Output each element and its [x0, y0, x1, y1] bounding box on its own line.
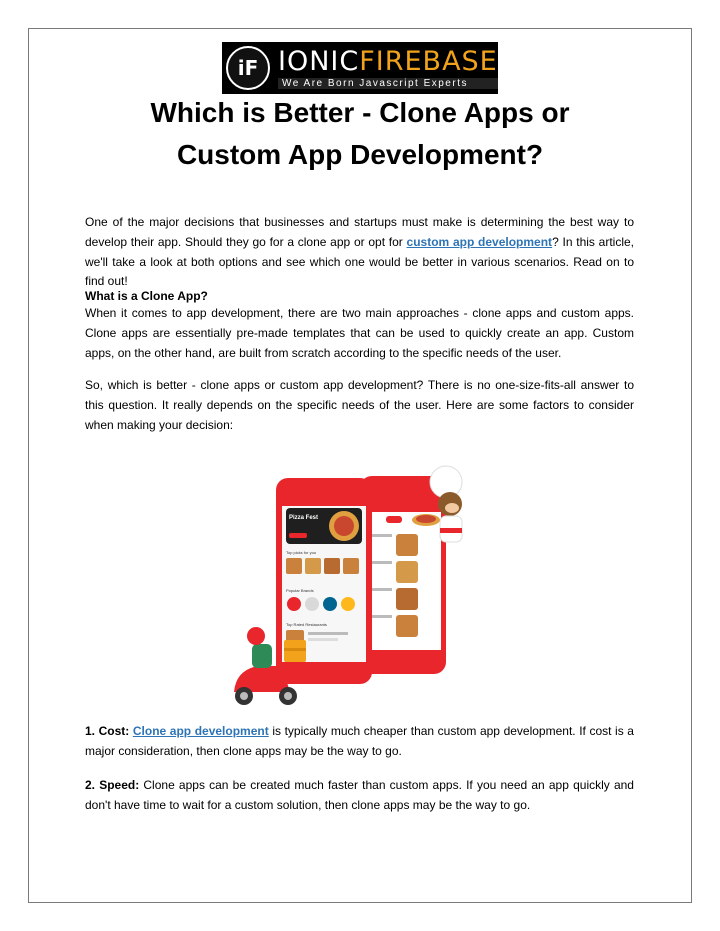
point-speed: [85, 776, 634, 816]
top-picks-label: Top picks for you: [286, 550, 317, 555]
point-speed-label: 2. Speed:: [85, 778, 140, 792]
custom-app-development-link[interactable]: custom app development: [406, 234, 553, 249]
logo-word-ionic: IONIC: [278, 46, 360, 77]
intro-text-end: ? In this article, we'll take a look at both options and see which one would be better in various scenarios. Read on to find out!: [85, 234, 634, 289]
top-rated-label: Top Rated Restaurants: [286, 622, 327, 627]
point-cost: [85, 722, 634, 762]
point-cost-text: is typically much cheaper than custom app development. If cost is a major consideration, then clone apps may be the way to go.: [85, 724, 634, 758]
title-line-2: Custom App Development?: [176, 139, 544, 170]
logo-word-firebase: FIREBASE: [359, 46, 498, 77]
factors-paragraph: So, which is better - clone apps or custom app development? There is no one-size-fits-all answer to this question. It really depends on the specific needs of the user. Here are some factors to consider when making your decision:: [85, 378, 634, 432]
logo-text: [278, 47, 498, 89]
intro-paragraph: [85, 213, 634, 292]
point-cost-label: 1. Cost:: [85, 724, 130, 738]
page-title: [60, 92, 660, 176]
point-speed-text: Clone apps can be created much faster than custom apps. If you need an app quickly and don't have time to wait for a custom solution, then clone apps may be the way to go.: [85, 778, 634, 812]
popular-brands-label: Popular Brands: [286, 588, 314, 593]
section-clone-app-body: When it comes to app development, there are two main approaches - clone apps and custom apps. Clone apps are essentially pre-made templates that can be used to quickly create an app. Custom apps, on the other hand, are built from scratch according to the specific needs of the user.: [85, 306, 634, 360]
ionic-firebase-logo[interactable]: [222, 42, 498, 94]
banner-title: Pizza Fest: [289, 515, 319, 521]
section-heading-clone-app: What is a Clone App?: [85, 289, 208, 303]
logo-badge-icon: iF: [226, 46, 270, 90]
logo-wordmark: [278, 47, 498, 77]
intro-text-start: One of the major decisions that businesses and startups must make is determining the best way to develop their app. Should they go for a clone app or opt for: [85, 215, 634, 249]
title-line-1: Which is Better - Clone Apps or: [150, 97, 570, 128]
back-phone: [360, 476, 446, 674]
logo-tagline: We Are Born Javascript Experts: [278, 78, 498, 89]
food-delivery-app-illustration: [228, 448, 492, 712]
clone-app-development-link[interactable]: Clone app development: [132, 724, 269, 738]
